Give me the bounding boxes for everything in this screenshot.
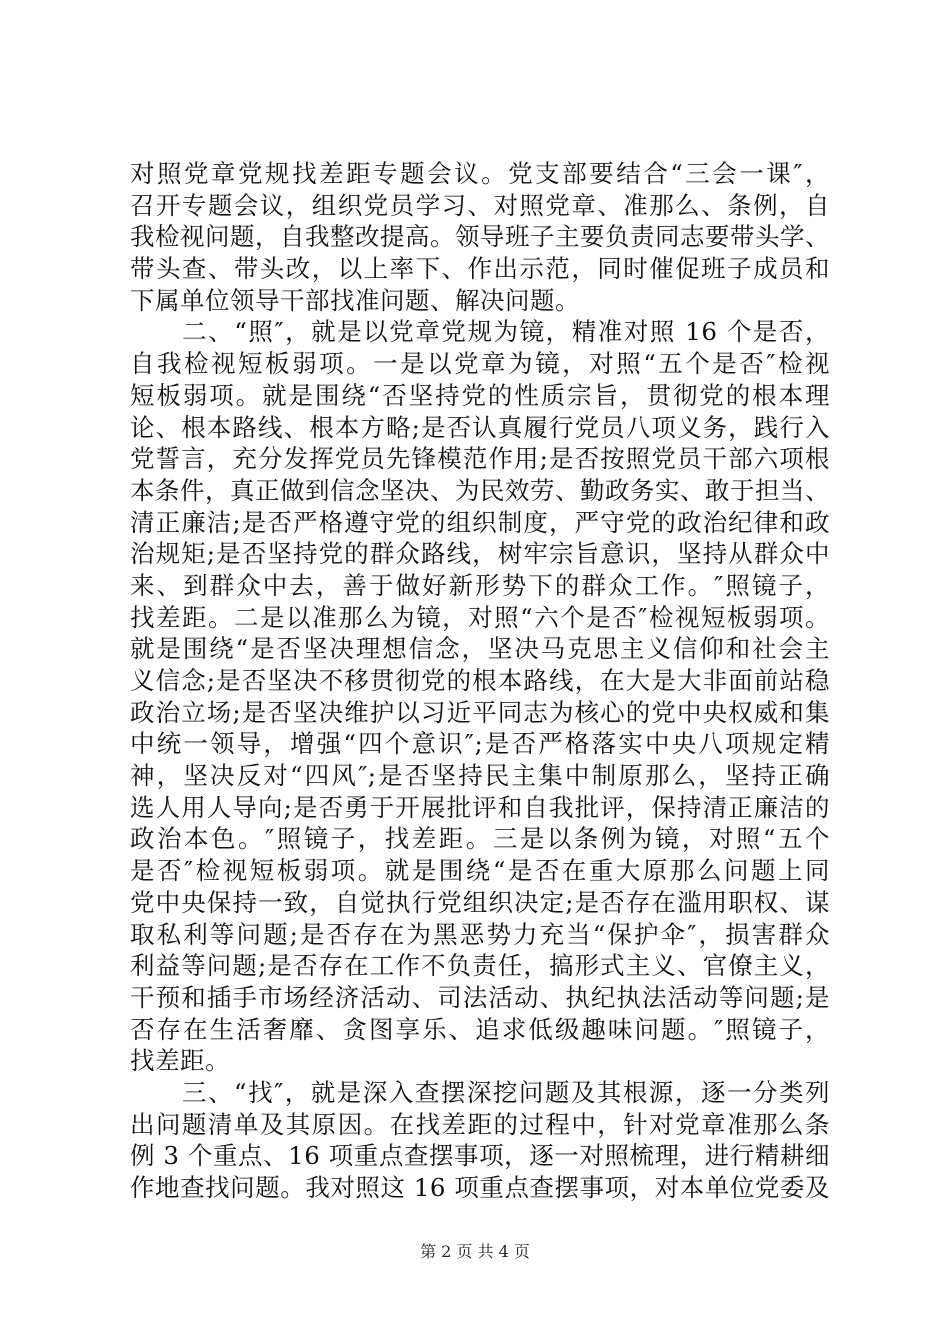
text-line: 干预和插手市场经济活动、司法活动、执纪执法活动等问题;是 [130, 982, 830, 1012]
text-line: 作地查找问题。我对照这 16 项重点查摆事项，对本单位党委及 [130, 1173, 830, 1202]
page-footer: 第 2 页 共 4 页 [420, 1242, 530, 1261]
text-line: 自我检视短板弱项。一是以党章为镜，对照“五个是否″检视 [130, 349, 830, 379]
document-body [130, 158, 830, 1204]
text-line: 例 3 个重点、16 项重点查摆事项，逐一对照梳理，进行精耕细 [130, 1141, 830, 1171]
text-line: 就是围绕“是否坚决理想信念，坚决马克思主义信仰和社会主 [130, 634, 830, 664]
text-line: 出问题清单及其原因。在找差距的过程中，针对党章准那么条 [130, 1109, 830, 1139]
text-line: 政治本色。″照镜子，找差距。三是以条例为镜，对照“五个 [130, 824, 830, 854]
text-line: 召开专题会议，组织党员学习、对照党章、准那么、条例，自 [130, 190, 830, 220]
text-line: 二、“照″，就是以党章党规为镜，精准对照 16 个是否， [130, 317, 830, 347]
text-line: 找差距。二是以准那么为镜，对照“六个是否″检视短板弱项。 [130, 602, 830, 632]
text-line: 义信念;是否坚决不移贯彻党的根本路线，在大是大非面前站稳 [130, 666, 830, 695]
text-line: 否存在生活奢靡、贪图享乐、追求低级趣味问题。″照镜子， [130, 1014, 830, 1044]
text-line: 党誓言，充分发挥党员先锋模范作用;是否按照党员干部六项根 [130, 444, 830, 474]
text-line: 带头查、带头改，以上率下、作出示范，同时催促班子成员和 [130, 254, 830, 284]
text-line: 论、根本路线、根本方略;是否认真履行党员八项义务，践行入 [130, 412, 830, 442]
text-line: 治规矩;是否坚持党的群众路线，树牢宗旨意识，坚持从群众中 [130, 539, 830, 569]
text-line: 短板弱项。就是围绕“否坚持党的性质宗旨，贯彻党的根本理 [130, 380, 830, 410]
text-line: 来、到群众中去，善于做好新形势下的群众工作。″照镜子， [130, 570, 830, 600]
text-line: 神，坚决反对“四风″;是否坚持民主集中制原那么，坚持正确 [130, 761, 830, 791]
text-line: 三、“找″，就是深入查摆深挖问题及其根源，逐一分类列 [130, 1077, 830, 1107]
text-line: 是否″检视短板弱项。就是围绕“是否在重大原那么问题上同 [130, 856, 830, 886]
text-line: 我检视问题，自我整改提高。领导班子主要负责同志要带头学、 [130, 222, 830, 252]
text-line: 对照党章党规找差距专题会议。党支部要结合“三会一课″， [130, 159, 830, 188]
text-line: 清正廉洁;是否严格遵守党的组织制度，严守党的政治纪律和政 [130, 507, 830, 537]
text-line: 中统一领导，增强“四个意识″;是否严格落实中央八项规定精 [130, 729, 830, 759]
text-line: 下属单位领导干部找准问题、解决问题。 [130, 285, 580, 315]
text-line: 找差距。 [130, 1046, 230, 1076]
text-line: 取私利等问题;是否存在为黑恶势力充当“保护伞″，损害群众 [130, 919, 830, 949]
text-line: 选人用人导向;是否勇于开展批评和自我批评，保持清正廉洁的 [130, 792, 830, 822]
text-line: 本条件，真正做到信念坚决、为民效劳、勤政务实、敢于担当、 [130, 475, 830, 505]
text-line: 党中央保持一致，自觉执行党组织决定;是否存在滥用职权、谋 [130, 887, 830, 917]
text-line: 利益等问题;是否存在工作不负责任，搞形式主义、官僚主义， [130, 951, 830, 981]
text-line: 政治立场;是否坚决维护以习近平同志为核心的党中央权威和集 [130, 697, 830, 727]
